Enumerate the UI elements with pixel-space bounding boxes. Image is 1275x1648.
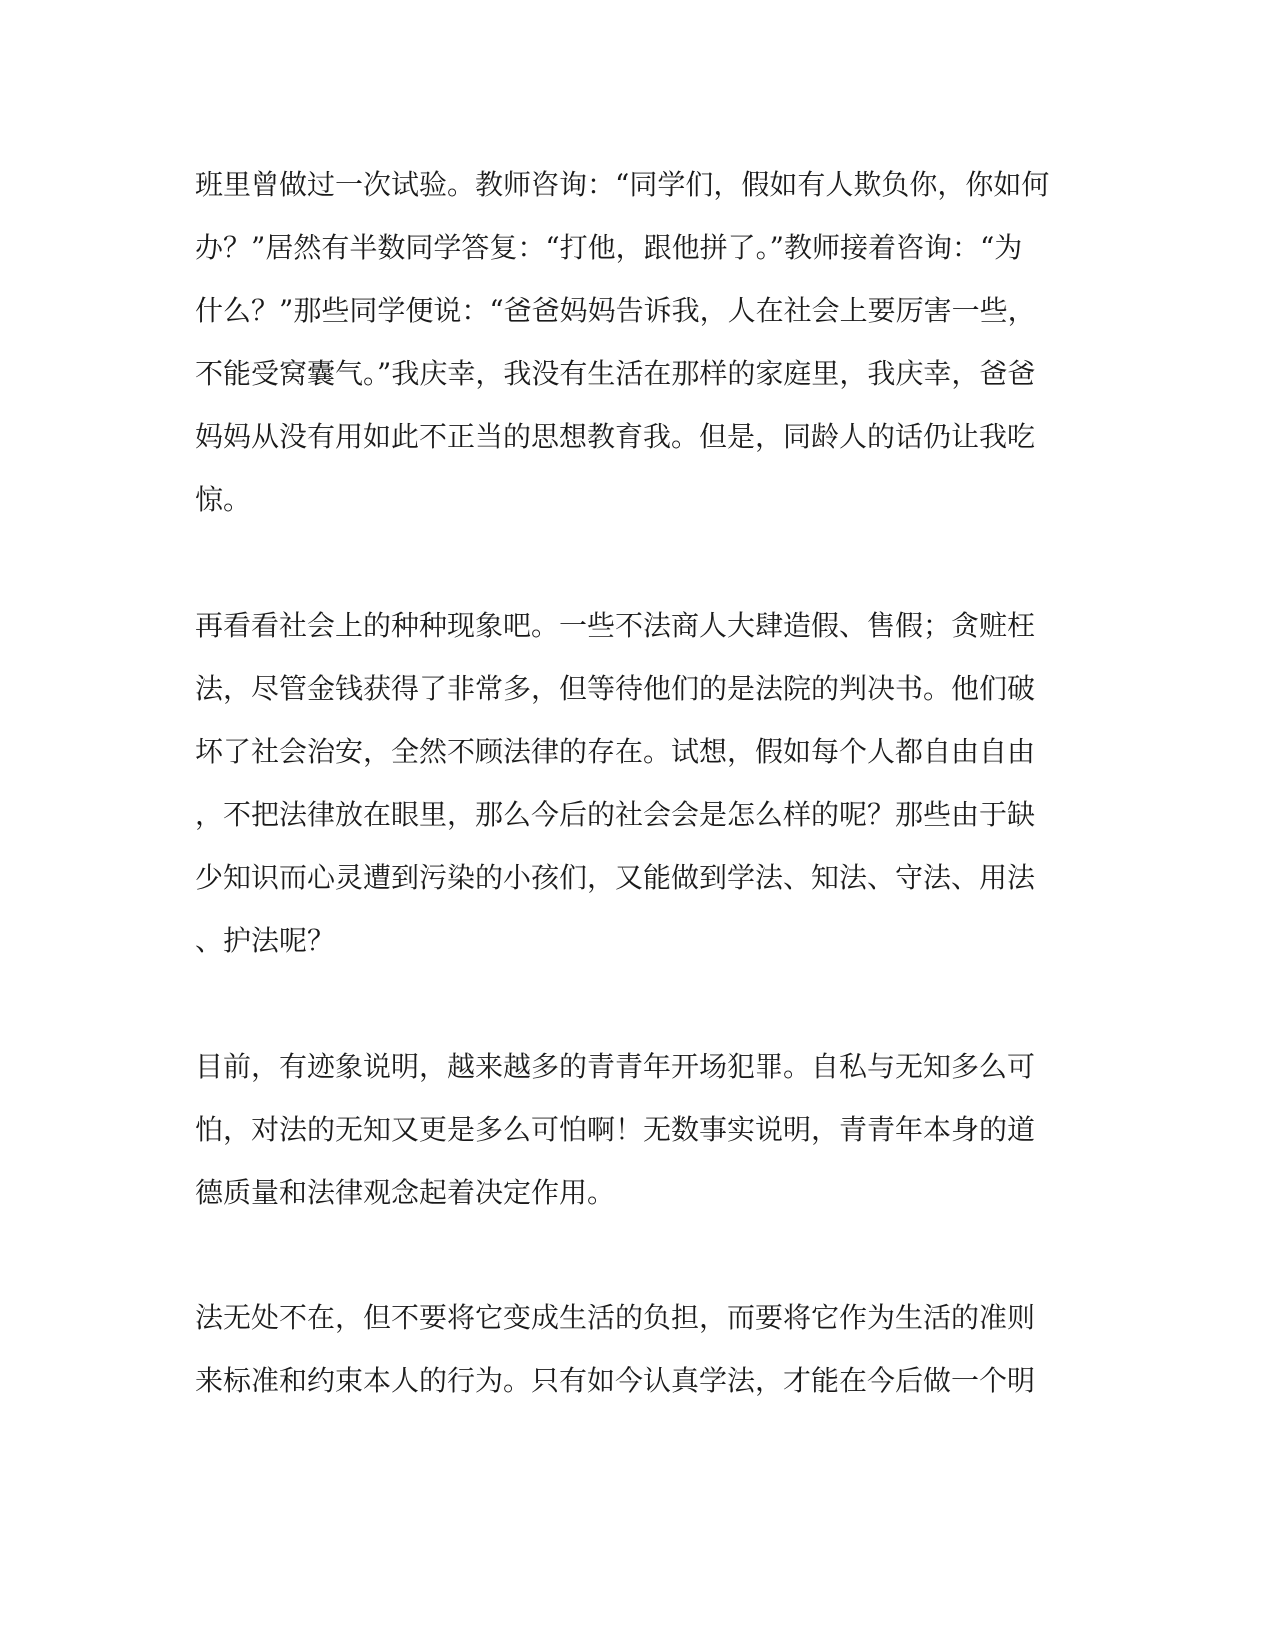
text-line: 什么？”那些同学便说：“爸爸妈妈告诉我，人在社会上要厉害一些， — [195, 294, 1036, 327]
text-line: 再看看社会上的种种现象吧。一些不法商人大肆造假、售假；贪赃枉 — [195, 609, 1036, 642]
text-line: 少知识而心灵遭到污染的小孩们，又能做到学法、知法、守法、用法 — [195, 861, 1036, 894]
text-line: 法，尽管金钱获得了非常多，但等待他们的是法院的判决书。他们破 — [195, 672, 1036, 705]
text-line: 怕，对法的无知又更是多么可怕啊！无数事实说明，青青年本身的道 — [195, 1113, 1036, 1146]
text-line: 来标准和约束本人的行为。只有如今认真学法，才能在今后做一个明 — [195, 1364, 1036, 1397]
text-line: 德质量和法律观念起着决定作用。 — [195, 1176, 616, 1209]
text-line: 坏了社会治安，全然不顾法律的存在。试想，假如每个人都自由自由 — [195, 735, 1036, 768]
text-line: 班里曾做过一次试验。教师咨询：“同学们，假如有人欺负你，你如何 — [195, 168, 1050, 201]
text-line: 、护法呢？ — [195, 924, 336, 957]
text-line: 目前，有迹象说明，越来越多的青青年开场犯罪。自私与无知多么可 — [195, 1050, 1036, 1083]
text-line: 不能受窝囊气。”我庆幸，我没有生活在那样的家庭里，我庆幸，爸爸 — [195, 357, 1036, 390]
text-line: 办？”居然有半数同学答复：“打他，跟他拼了。”教师接着咨询：“为 — [195, 231, 1023, 264]
text-line: 法无处不在，但不要将它变成生活的负担，而要将它作为生活的准则 — [195, 1301, 1036, 1334]
text-line: 妈妈从没有用如此不正当的思想教育我。但是，同龄人的话仍让我吃 — [195, 420, 1036, 453]
text-line: ，不把法律放在眼里，那么今后的社会会是怎么样的呢？那些由于缺 — [195, 798, 1036, 831]
text-line: 惊。 — [195, 483, 252, 516]
